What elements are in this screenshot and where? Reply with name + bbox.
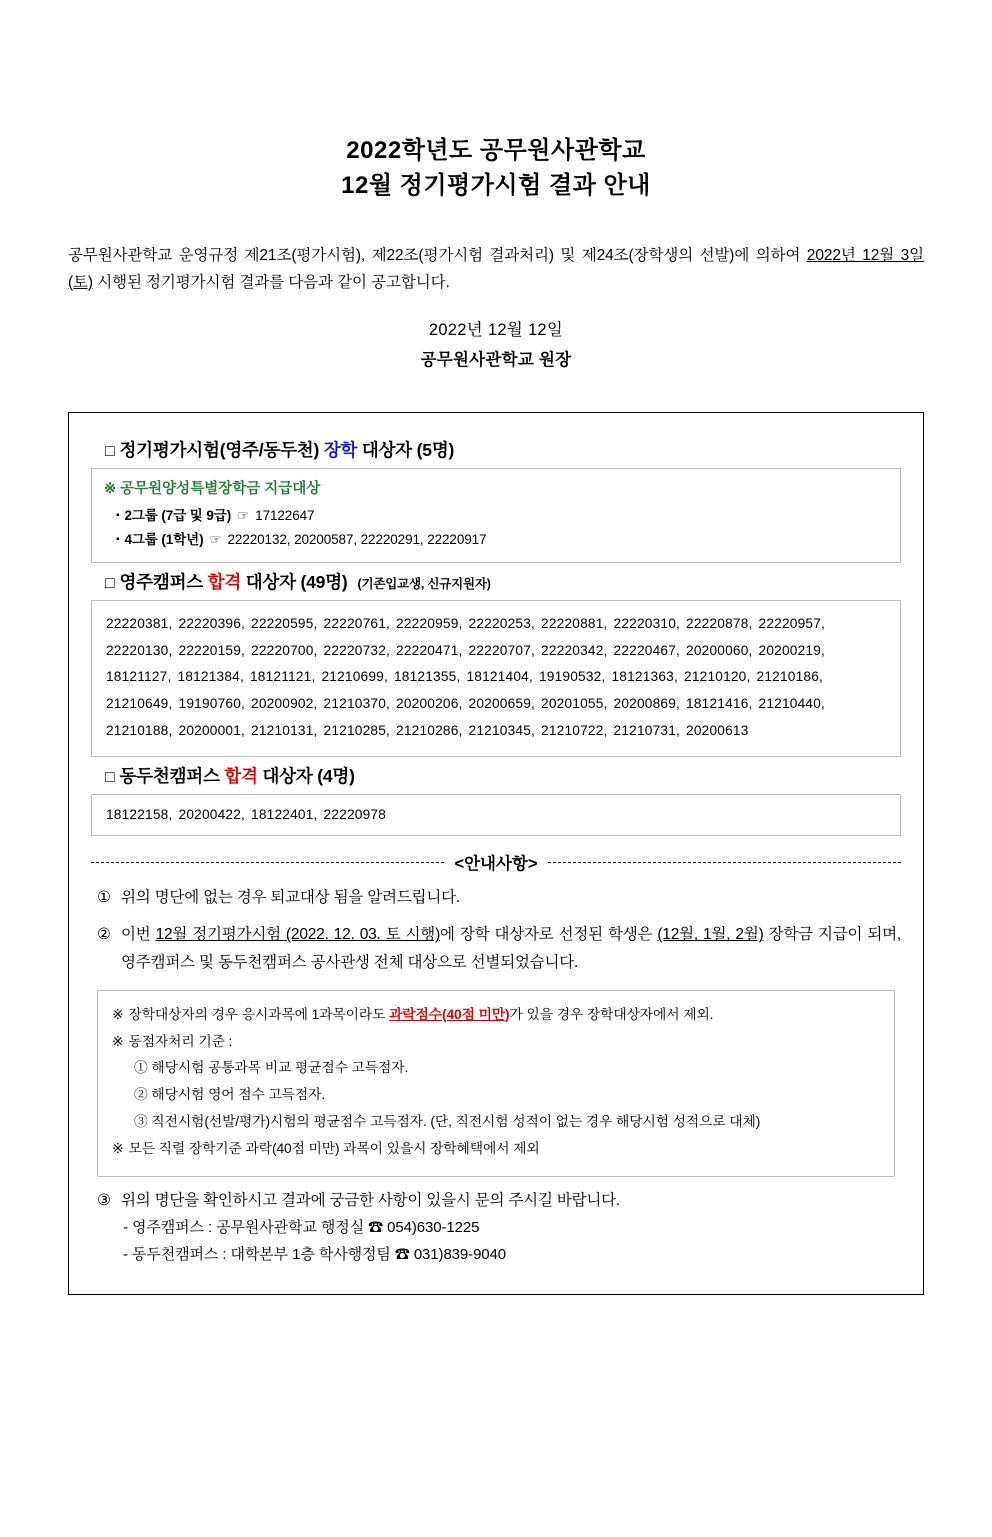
scholarship-heading-pre: 정기평가시험(영주/동두천) — [119, 439, 324, 460]
scholarship-heading-highlight: 장학 — [323, 439, 358, 460]
notice-item-2 — [97, 921, 901, 975]
document-page — [0, 134, 992, 1537]
criteria-sub-item: ② 해당시험 영어 점수 고득점자. — [134, 1087, 326, 1103]
reference-mark-icon: ※ — [104, 480, 117, 497]
square-bullet-icon: ▪ — [116, 509, 120, 521]
scholarship-heading-post: 대상자 (5명) — [357, 439, 455, 460]
section-heading-dongducheon — [105, 763, 901, 788]
notice-number-2: ② — [97, 926, 111, 944]
checkbox-square-icon: □ — [105, 442, 115, 460]
square-bullet-icon: ▪ — [116, 533, 120, 545]
notice-2-mid: 에 장학 대상자로 선정된 학생은 — [440, 926, 658, 944]
divider-line-left — [91, 862, 444, 863]
notice-item-1 — [97, 884, 901, 911]
title-line-2: 12월 정기평가시험 결과 안내 — [341, 171, 651, 199]
notice-text-2 — [121, 921, 901, 975]
contact-dongducheon: - 동두천캠퍼스 : 대학본부 1층 학사행정팀 ☎ 031)839-9040 — [123, 1245, 507, 1263]
pointing-hand-icon: ☞ — [237, 507, 250, 523]
title-line-1: 2022학년도 공무원사관학교 — [346, 137, 646, 164]
notice-divider — [91, 850, 901, 874]
checkbox-square-icon: □ — [105, 574, 115, 592]
section-heading-scholarship — [105, 437, 901, 462]
notice-2-underline-2: (12월, 1월, 2월) — [657, 926, 764, 944]
scholarship-group-label: 2그룹 (7급 및 9급) — [124, 507, 232, 523]
dongducheon-heading-pre: 동두천캠퍼스 — [119, 766, 225, 787]
scholarship-group-label: 4그룹 (1학년) — [124, 531, 204, 547]
dongducheon-id-list: 18122158, 20200422, 18122401, 22220978 — [91, 794, 901, 836]
dongducheon-heading-post: 대상자 (4명) — [257, 766, 355, 787]
criteria-row-1-pre: 장학대상자의 경우 응시과목에 1과목이라도 — [128, 1006, 390, 1022]
page-title — [68, 134, 924, 204]
yeongju-id-list: 22220381, 22220396, 22220595, 22220761, 22220959, 22220253, 22220881, 22220310, 22220878, 22220957, 22220130, 22220159, 22220700, 22220732, 22220471, 22220707, 22220342, 22220467, 20200060, 20200219, 18121127, 18121384, 18121121, 21210699, 18121355, 18121404, 19190532, 18121363, 21210120, 21210186, 21210649, 19190760, 20200902, 21210370, 20200206, 20200659, 20201055, 20200869, 18121416, 21210440, 21210188, 20200001, 21210131, 21210285, 21210286, 21210345, 21210722, 21210731, 20200613 — [91, 600, 901, 758]
notice-2-pre: 이번 — [121, 926, 156, 944]
results-box — [68, 412, 924, 1295]
criteria-sub-item: ③ 직전시험(선발/평가)시험의 평균점수 고득점자. (단, 직전시험 성적이 없는 경우 해당시험 성적으로 대체) — [134, 1114, 761, 1130]
criteria-box — [97, 990, 895, 1177]
criteria-row-2-text: 동점자처리 기준 : — [128, 1033, 233, 1049]
notice-text-1: 위의 명단에 없는 경우 퇴교대상 됨을 알려드립니다. — [121, 889, 460, 907]
notice-2-underline-1: 12월 정기평가시험 (2022. 12. 03. 토 시행) — [155, 926, 441, 944]
yeongju-heading-post: 대상자 (49명) — [241, 571, 348, 592]
issue-date: 2022년 12월 12일 — [428, 320, 564, 339]
criteria-row-tiebreak-title — [112, 1030, 880, 1055]
scholarship-group-item — [116, 504, 888, 524]
intro-paragraph — [68, 242, 924, 296]
criteria-row-3-text: 모든 직렬 장학기준 과락(40점 미만) 과목이 있을시 장학혜택에서 제외 — [128, 1140, 540, 1156]
notice-number-1: ① — [97, 889, 111, 907]
reference-mark-icon: ※ — [112, 1033, 124, 1049]
contact-yeongju: - 영주캠퍼스 : 공무원사관학교 행정실 ☎ 054)630-1225 — [123, 1218, 480, 1236]
criteria-row-all-tracks — [112, 1137, 880, 1162]
section-heading-yeongju — [105, 569, 901, 594]
dongducheon-heading-highlight: 합격 — [224, 766, 258, 787]
scholarship-group-ids: 17122647 — [255, 507, 315, 523]
scholarship-group-item — [116, 528, 888, 548]
intro-exam-date: 2022년 12월 3일 (토) — [68, 246, 924, 291]
issuer-name: 공무원사관학교 원장 — [420, 350, 572, 369]
criteria-sub-item: ① 해당시험 공통과목 비교 평균점수 고득점자. — [134, 1060, 409, 1076]
yeongju-heading-highlight: 합격 — [207, 571, 242, 592]
yeongju-heading-note: (기존입교생, 신규지원자) — [357, 576, 491, 591]
scholarship-subtitle-text: 공무원양성특별장학금 지급대상 — [120, 480, 321, 497]
notice-text-3: 위의 명단을 확인하시고 결과에 궁금한 사항이 있을시 문의 주시길 바랍니다. — [121, 1191, 621, 1209]
notice-divider-label: <안내사항> — [454, 855, 538, 874]
scholarship-detail-box — [91, 468, 901, 563]
criteria-fail-score-highlight: 과락점수(40점 미만) — [389, 1006, 510, 1022]
divider-line-right — [548, 862, 901, 863]
reference-mark-icon: ※ — [112, 1006, 124, 1022]
scholarship-subtitle — [104, 477, 888, 498]
reference-mark-icon: ※ — [112, 1140, 124, 1156]
criteria-row-exclusion — [112, 1003, 880, 1028]
intro-text-part-1: 공무원사관학교 운영규정 제21조(평가시험), 제22조(평가시험 결과처리) 및 제24조(장학생의 선발)에 의하여 — [68, 246, 807, 264]
criteria-row-1-post: 가 있을 경우 장학대상자에서 제외. — [509, 1006, 714, 1022]
notice-item-3 — [97, 1187, 901, 1214]
yeongju-heading-pre: 영주캠퍼스 — [119, 571, 208, 592]
notice-2-post: 장학금 지급이 되며, 영주캠퍼스 및 동두천캠퍼스 공사관생 전체 대상으로 선별되었습니다. — [121, 926, 901, 971]
intro-text-part-2: 시행된 정기평가시험 결과를 다음과 같이 공고합니다. — [93, 273, 450, 291]
scholarship-group-ids: 22220132, 20200587, 22220291, 22220917 — [227, 531, 487, 547]
pointing-hand-icon: ☞ — [209, 531, 222, 547]
checkbox-square-icon: □ — [105, 769, 115, 787]
notice-number-3: ③ — [97, 1191, 111, 1209]
